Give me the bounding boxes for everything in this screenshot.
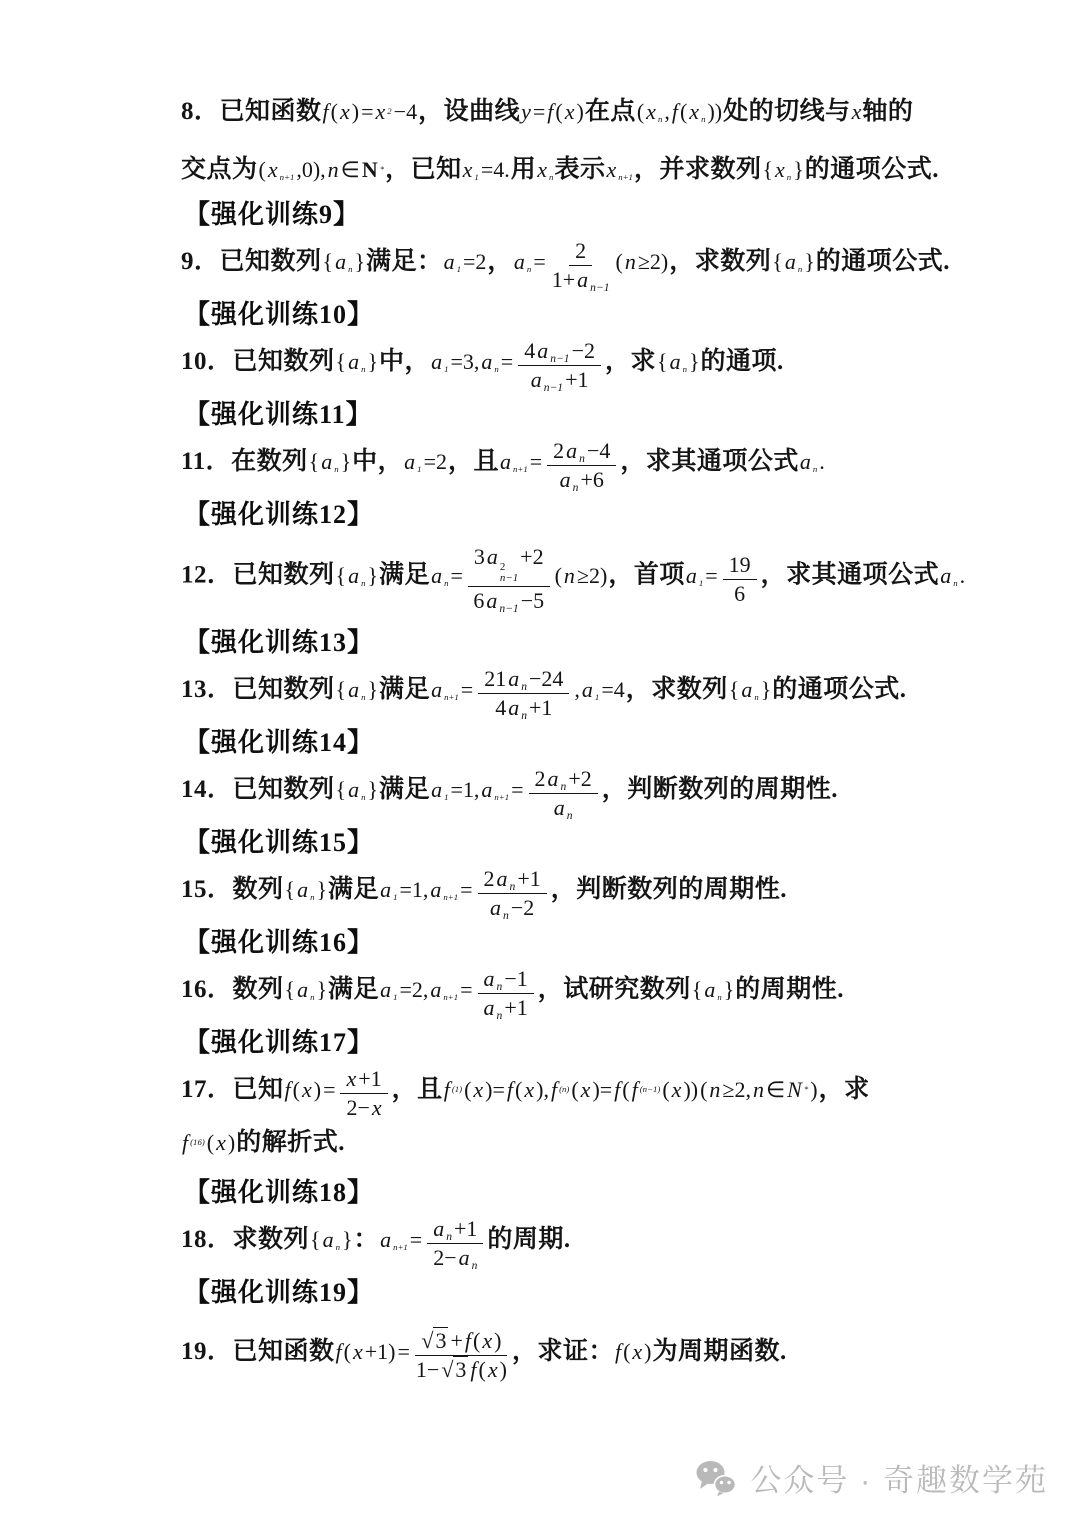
problem-line: 交点为(x $_{n+1}$,0),n∈N *，已知x $_1$=4.用x $_n$表示x $_{n+1}$，并求数列{x $_n$}的通项公式. (181, 155, 940, 183)
problem-line: 19．已知函数f(x+1)= $\frac{√3 +f(x)}{1-√3 f(x)}$ ，求证：f(x)为周期函数. (181, 1327, 787, 1382)
problem-line: 14．已知数列{a $_n$}满足a $_1$=1,a $_{n+1}$= $\frac{2a _n+2}{a _n}$ ，判断数列的周期性. (181, 765, 839, 822)
fraction: $\frac{x+1}{2-x}$ (340, 1066, 387, 1121)
problem-line: 18．求数列{a $_n$}：a $_{n+1}$= $\frac{a _n+1}{2-a _n}$ 的周期. (181, 1215, 571, 1272)
fraction: $\frac{2a _n+1}{a _n-2}$ (478, 866, 547, 921)
fraction: $\frac{19}{6}$ (723, 552, 757, 607)
section-header: 【强化训练17】 (184, 1028, 375, 1058)
section-header: 【强化训练9】 (184, 200, 361, 230)
fraction: $\frac{2a _n-4}{a _n+6}$ (547, 438, 616, 493)
fraction: $\frac{2}{1+a _{n-1}}$ (551, 237, 610, 294)
problem-line: 17．已知f(x)= $\frac{x+1}{2-x}$ ，且f $^{(1)}$(x)=f(x),f $^{(n)}$(x)=f(f $^{(n-1)}$(x))(n≥2,n∈N *)，求 (181, 1065, 870, 1120)
section-header: 【强化训练16】 (184, 928, 375, 958)
section-header: 【强化训练12】 (184, 500, 375, 530)
section-header: 【强化训练18】 (184, 1178, 375, 1208)
section-header: 【强化训练14】 (184, 728, 375, 758)
fraction: $\frac{a _n-1}{a _n+1}$ (478, 966, 534, 1021)
fraction: $\frac{√3 +f(x)}{1-√3 f(x)}$ (415, 1327, 507, 1382)
problem-line: 11．在数列{a $_n$}中，a $_1$=2，且a $_{n+1}$= $\frac{2a _n-4}{a _n+6}$ ，求其通项公式a $_n$. (181, 437, 825, 494)
problem-line: 8．已知函数f(x)=x $^2$−4，设曲线y=f(x)在点(x $_n$,f(x $_n$))处的切线与x轴的 (181, 97, 914, 125)
fraction: 3a 2 n−1 +2 6a $_{n-1}$−5 (468, 544, 550, 613)
section-header: 【强化训练19】 (184, 1278, 375, 1308)
problem-line: 16．数列{a $_n$}满足a $_1$=2,a $_{n+1}$= $\frac{a _n-1}{a _n+1}$ ，试研究数列{a $_n$}的周期性. (181, 965, 845, 1022)
problem-line: 9．已知数列{a $_n$}满足：a $_1$=2，a $_n$= $\frac{2}{1+a _{n-1}}$ (n≥2)，求数列{a $_n$}的通项公式. (181, 237, 951, 294)
fraction: $\frac{21a _n-24}{4a _n+1}$ (478, 666, 569, 721)
section-header: 【强化训练13】 (184, 628, 375, 658)
section-header: 【强化训练11】 (184, 400, 373, 430)
fraction: $\frac{a _n+1}{2-a _n}$ (427, 1216, 483, 1271)
problem-line: 13．已知数列{a $_n$}满足a $_{n+1}$= $\frac{21a _n-24}{4a _n+1}$ ,a $_1$=4，求数列{a $_n$}的通项公式. (181, 665, 907, 722)
problem-line: 10．已知数列{a $_n$}中，a $_1$=3,a $_n$= $\frac{4a _{n-1}-2}{a _{n-1}+1}$ ，求{a $_n$}的通项. (181, 337, 784, 394)
wechat-icon (694, 1459, 738, 1497)
fraction: $\frac{2a _n+2}{a _n}$ (529, 766, 598, 821)
watermark-text: 公众号 · 奇趣数学苑 (750, 1463, 1048, 1498)
section-header: 【强化训练10】 (184, 300, 375, 330)
problem-line: f $^{(16)}$(x)的解折式. (182, 1128, 345, 1156)
section-header: 【强化训练15】 (184, 828, 375, 858)
problem-line: 15．数列{a $_n$}满足a $_1$=1,a $_{n+1}$= $\frac{2a _n+1}{a _n-2}$ ，判断数列的周期性. (181, 865, 788, 922)
fraction: $\frac{4a _{n-1}-2}{a _{n-1}+1}$ (518, 338, 601, 393)
problem-line: 12．已知数列{a $_n$}满足a $_n$= 3a 2 n−1 +2 6a $_{n-1}$−5 (n≥2)，首项a $_1$= $\frac{19}{6}$ ，求其通项公式a $_n$. (181, 544, 966, 615)
watermark (694, 1455, 1048, 1500)
